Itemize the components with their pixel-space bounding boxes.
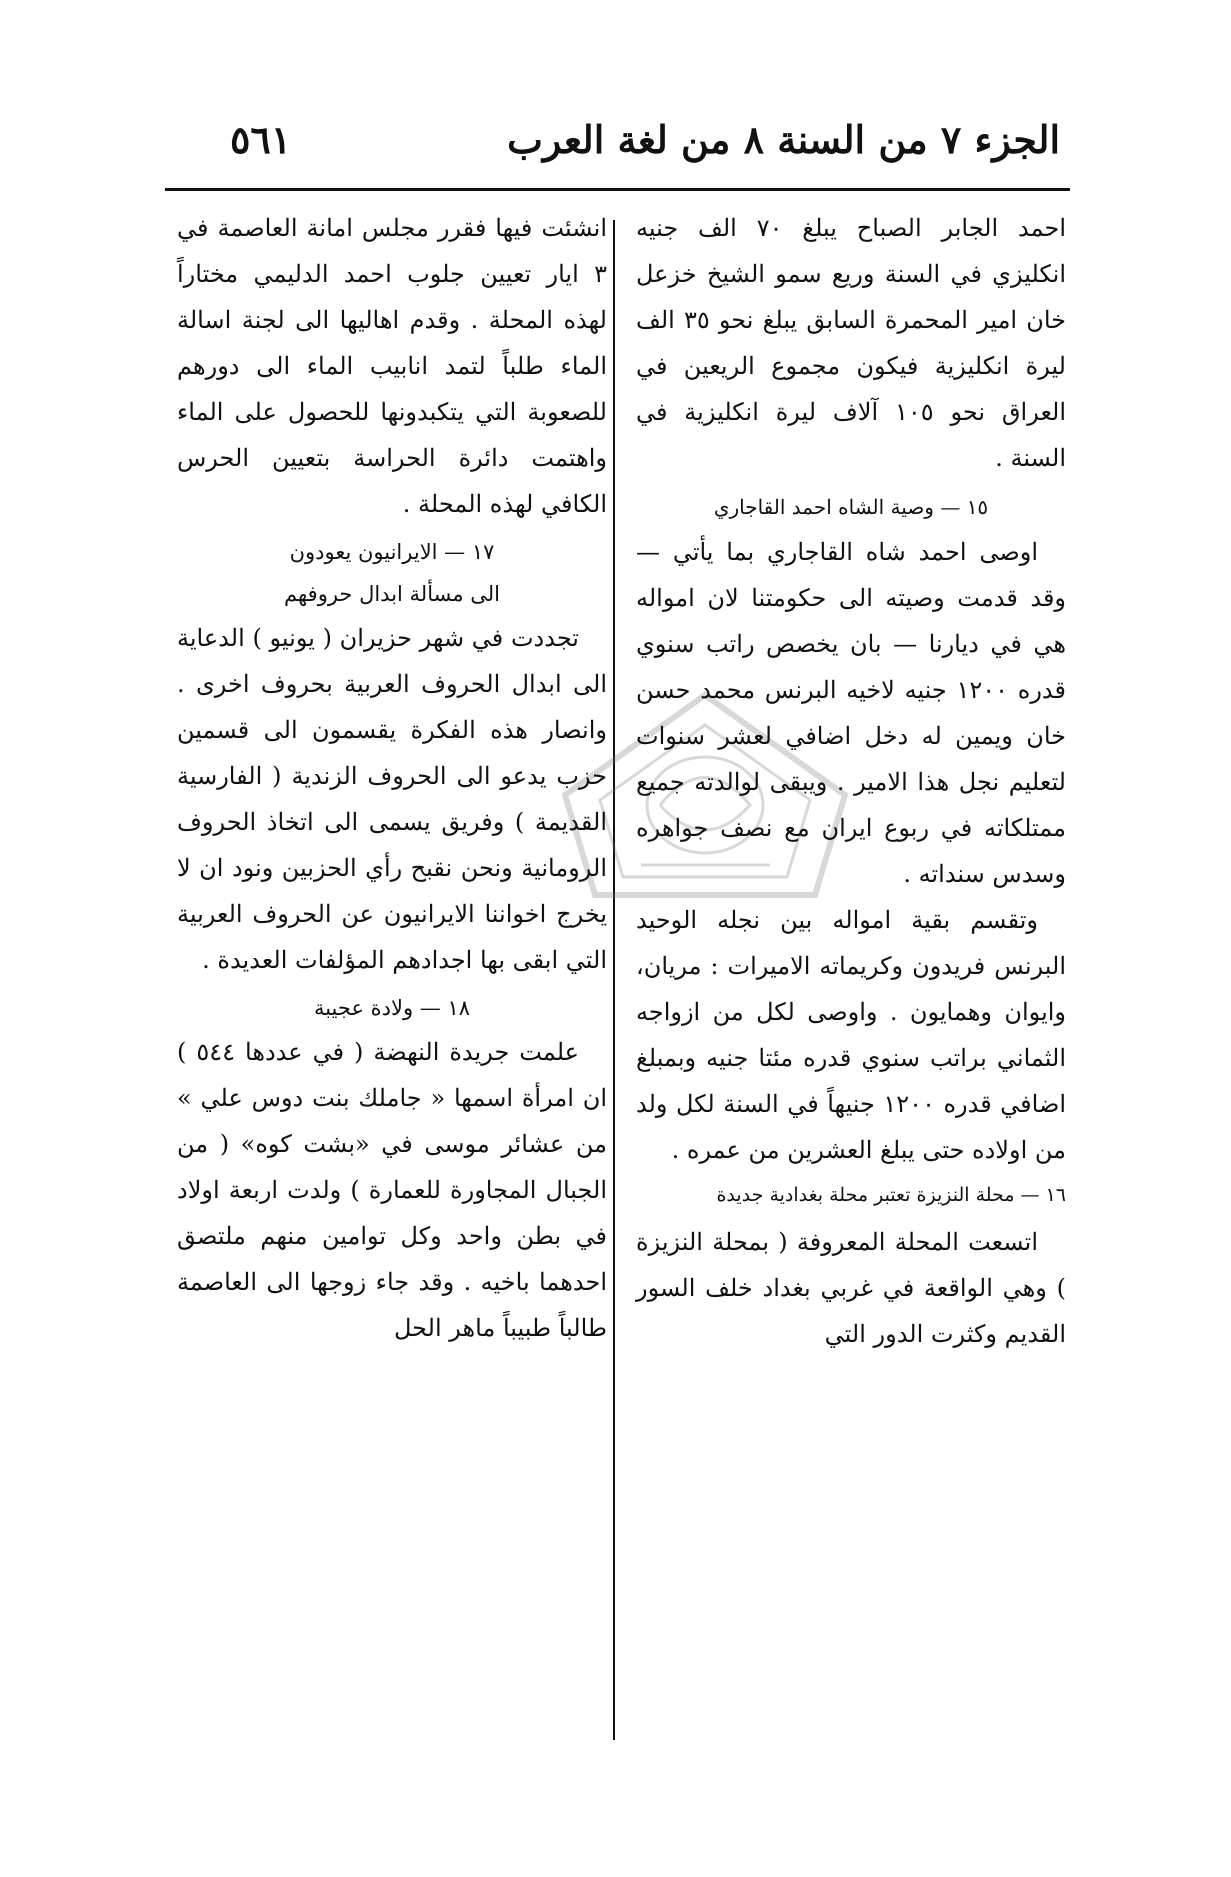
section-heading-18: ١٨ — ولادة عجيبة <box>313 996 471 1020</box>
right-paragraph-2: اوصى احمد شاه القاجاري بما يأتي — وقد قدمت وصيته الى حكومتنا لان امواله هي في ديارنا — بان يخصص راتب سنوي قدره ١٢٠٠ جنيه لاخيه البرنس محمد حسن خان ويمين له دخل اضافي لعشر سنوات لتعليم نجل هذا الامير . ويبقى لوالدته جميع ممتلكاته في ربوع ايران مع نصف جواهره وسدس سنداته . <box>636 538 1066 888</box>
page-number: ٥٦١ <box>230 117 292 162</box>
running-title: الجزء ٧ من السنة ٨ من لغة العرب <box>507 117 1060 162</box>
right-column <box>636 205 1066 1357</box>
right-paragraph-3: وتقسم بقية امواله بين نجله الوحيد البرنس فريدون وكريماته الاميرات : مريان، وايوان وهمايون . واوصى لكل من ازواجه الثماني براتب سنوي قدره مئتا جنيه وبمبلغ اضافي قدره ١٢٠٠ جنيهاً في السنة لكل ولد من اولاده حتى يبلغ العشرين من عمره . <box>636 906 1067 1164</box>
left-paragraph-2: تجددت في شهر حزيران ( يونيو ) الدعاية الى ابدال الحروف العربية بحروف اخرى . وانصار هذه الفكرة يقسمون الى قسمين حزب يدعو الى الحروف الزندية ( الفارسية القديمة ) وفريق يسمى الى اتخاذ الحروف الرومانية ونحن نقبح رأي الحزبين ونود ان لا يخرج اخواننا الايرانيون عن الحروف العربية التي ابقى بها اجدادهم المؤلفات العديدة . <box>177 624 607 974</box>
right-paragraph-4: اتسعت المحلة المعروفة ( بمحلة النزيزة ) وهي الواقعة في غربي بغداد خلف السور القديم وكثرت الدور التي <box>636 1228 1066 1348</box>
section-heading-17-line-1: ١٧ — الايرانيون يعودون <box>289 540 495 564</box>
section-heading-16: ١٦ — محلة النزيزة تعتبر محلة بغدادية جديدة <box>716 1184 1066 1206</box>
right-paragraph-1: احمد الجابر الصباح يبلغ ٧٠ الف جنيه انكليزي في السنة وريع سمو الشيخ خزعل خان امير المحمرة السابق يبلغ نحو ٣٥ الف ليرة انكليزية فيكون مجموع الريعين في العراق نحو ١٠٥ آلاف ليرة انكليزية في السنة . <box>636 214 1067 472</box>
left-paragraph-1: انشئت فيها فقرر مجلس امانة العاصمة في ٣ ايار تعيين جلوب احمد الدليمي مختاراً لهذه المحلة . وقدم اهاليها الى لجنة اسالة الماء طلباً لتمد انابيب الماء الى دورهم للصعوبة التي يتكبدونها للحصول على الماء واهتمت دائرة الحراسة بتعيين الحرس الكافي لهذه المحلة . <box>177 214 607 518</box>
left-paragraph-3: علمت جريدة النهضة ( في عددها ٥٤٤ ) ان امرأة اسمها « جاملك بنت دوس علي » من عشائر موسى في «بشت كوه» ( من الجبال المجاورة للعمارة ) ولدت اربعة اولاد في بطن واحد وكل توامين منهم ملتصق احدهما باخيه . وقد جاء زوجها الى العاصمة طالباً طبيباً ماهر الحل <box>177 1038 607 1342</box>
section-heading-15: ١٥ — وصية الشاه احمد القاجاري <box>713 495 989 519</box>
column-divider <box>613 220 615 1740</box>
section-heading-17-line-2: الى مسألة ابدال حروفهم <box>284 582 500 606</box>
page-header <box>160 112 1060 174</box>
left-column <box>177 205 607 1351</box>
header-rule <box>165 188 1070 191</box>
